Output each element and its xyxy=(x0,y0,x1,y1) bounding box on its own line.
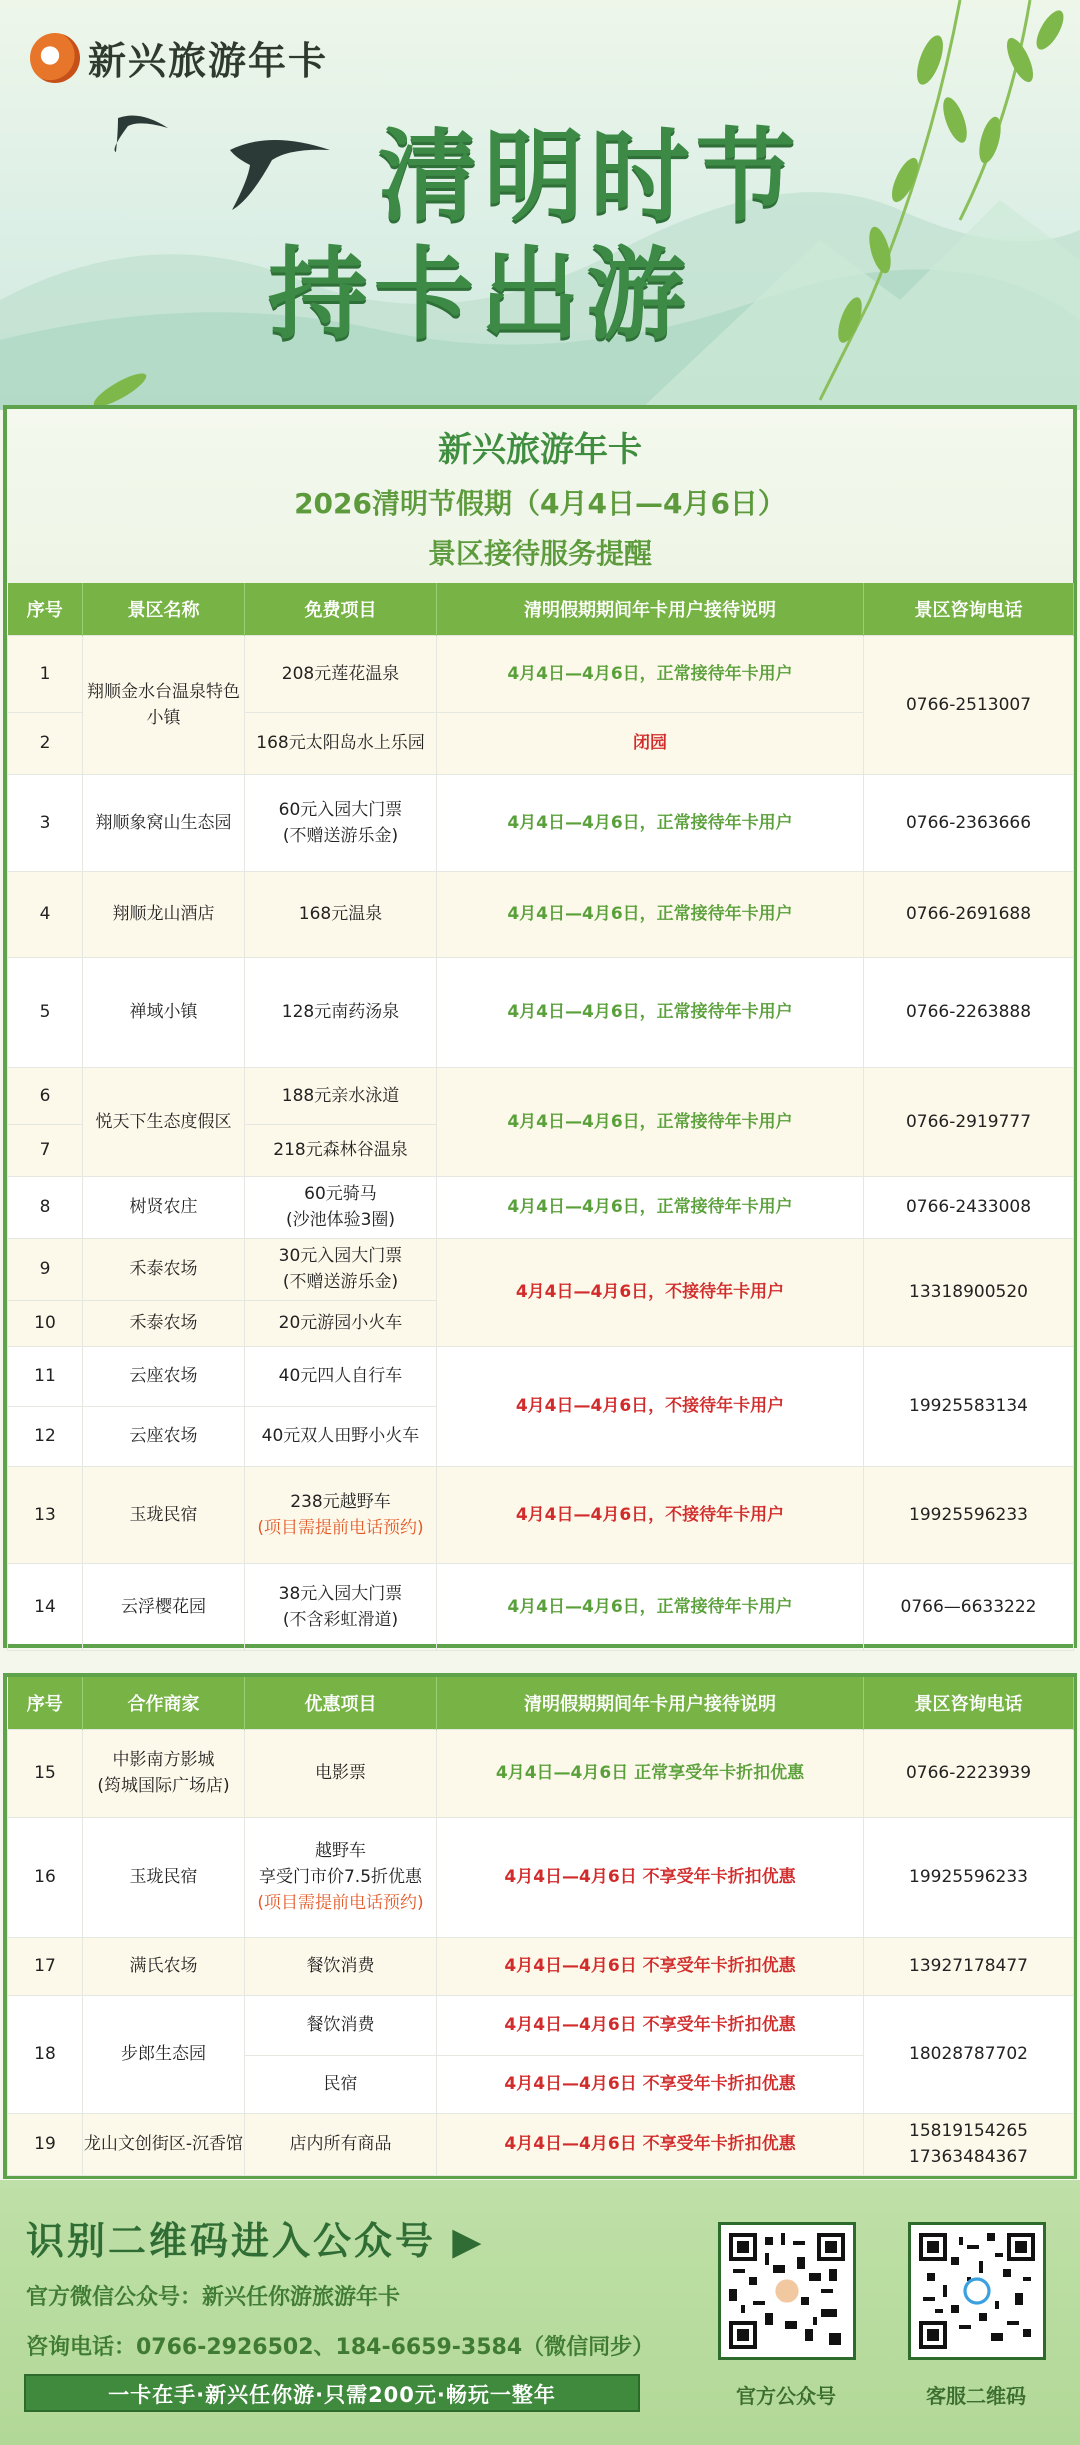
row-no: 13 xyxy=(8,1466,83,1563)
brand-logo xyxy=(30,30,328,85)
row-no: 15 xyxy=(8,1729,83,1817)
row-no: 19 xyxy=(8,2113,83,2175)
free-item xyxy=(245,1176,437,1238)
col-header-item: 免费项目 xyxy=(245,583,437,635)
brand-logo-icon xyxy=(30,33,80,83)
phone: 13318900520 xyxy=(864,1238,1074,1346)
phone: 0766-2691688 xyxy=(864,871,1074,957)
discount-item-label: 越野车 xyxy=(315,1841,366,1861)
free-item: 128元南药汤泉 xyxy=(245,957,437,1067)
spot-name: 禾泰农场 xyxy=(83,1300,245,1346)
table-row xyxy=(8,1067,1074,1124)
row-no: 11 xyxy=(8,1346,83,1406)
row-no: 9 xyxy=(8,1238,83,1300)
table-row xyxy=(8,635,1074,712)
discount-item xyxy=(245,1817,437,1937)
phone: 0766-2433008 xyxy=(864,1176,1074,1238)
col-header-phone: 景区咨询电话 xyxy=(864,583,1074,635)
discount-item: 店内所有商品 xyxy=(245,2113,437,2175)
free-item: 208元莲花温泉 xyxy=(245,635,437,712)
table-row xyxy=(8,1563,1074,1650)
row-no: 10 xyxy=(8,1300,83,1346)
free-item xyxy=(245,1466,437,1563)
spot-name: 禾泰农场 xyxy=(83,1238,245,1300)
table-row xyxy=(8,1817,1074,1937)
scenic-spots-table xyxy=(7,583,1074,1651)
service-status: 4月4日—4月6日 不享受年卡折扣优惠 xyxy=(437,1937,864,1995)
row-no: 12 xyxy=(8,1406,83,1466)
service-status: 4月4日—4月6日 不享受年卡折扣优惠 xyxy=(437,2113,864,2175)
phone: 0766-2223939 xyxy=(864,1729,1074,1817)
free-item xyxy=(245,774,437,871)
row-no: 1 xyxy=(8,635,83,712)
hero-title-line2: 持卡出游 xyxy=(268,235,692,353)
free-item-label: 30元入园大门票 xyxy=(278,1246,403,1266)
hero-banner xyxy=(0,0,1080,410)
phone: 18028787702 xyxy=(864,1995,1074,2113)
hero-title-line1: 清明时节 xyxy=(378,117,802,235)
table-row xyxy=(8,774,1074,871)
free-item-note: (不含彩虹滑道) xyxy=(282,1609,399,1630)
merchant-name: 满氏农场 xyxy=(83,1937,245,1995)
service-status: 4月4日—4月6日，正常接待年卡用户 xyxy=(437,1176,864,1238)
phone: 0766—6633222 xyxy=(864,1563,1074,1650)
notice-header xyxy=(7,409,1073,583)
table-row xyxy=(8,871,1074,957)
free-item: 188元亲水泳道 xyxy=(245,1067,437,1124)
free-item-note: (不赠送游乐金) xyxy=(282,825,399,846)
qr-code-icon xyxy=(919,2233,1035,2349)
row-no: 18 xyxy=(8,1995,83,2113)
row-no: 5 xyxy=(8,957,83,1067)
row-no: 14 xyxy=(8,1563,83,1650)
discount-item: 餐饮消费 xyxy=(245,1937,437,1995)
table-row xyxy=(8,1995,1074,2055)
free-item-note: (不赠送游乐金) xyxy=(282,1272,399,1292)
notice-period: 2026清明节假期（4月4日—4月6日） xyxy=(294,487,786,520)
merchant-name-note: (筠城国际广场店) xyxy=(97,1776,230,1796)
row-no: 17 xyxy=(8,1937,83,1995)
notice-subtitle: 景区接待服务提醒 xyxy=(427,537,652,570)
table-row xyxy=(8,2113,1074,2175)
free-item-note: (项目需提前电话预约) xyxy=(257,1517,424,1538)
col-header-no: 序号 xyxy=(8,583,83,635)
table-header-row xyxy=(8,583,1074,635)
row-no: 6 xyxy=(8,1067,83,1124)
spot-name: 云座农场 xyxy=(83,1406,245,1466)
spot-name: 悦天下生态度假区 xyxy=(83,1067,245,1176)
row-no: 4 xyxy=(8,871,83,957)
footer xyxy=(0,2180,1080,2445)
service-status: 闭园 xyxy=(437,712,864,774)
official-account-caption: 官方公众号 xyxy=(736,2384,836,2408)
spot-name: 禅域小镇 xyxy=(83,957,245,1067)
free-item-label: 60元入园大门票 xyxy=(278,799,403,820)
spot-name: 树贤农庄 xyxy=(83,1176,245,1238)
free-item: 20元游园小火车 xyxy=(245,1300,437,1346)
service-status: 4月4日—4月6日，不接待年卡用户 xyxy=(437,1466,864,1563)
spot-name: 翔顺龙山酒店 xyxy=(83,871,245,957)
free-item xyxy=(245,1238,437,1300)
free-item: 168元太阳岛水上乐园 xyxy=(245,712,437,774)
free-item-note: (沙池体验3圈) xyxy=(285,1210,396,1230)
footer-title-text: 识别二维码进入公众号 xyxy=(26,2219,437,2263)
merchant-name xyxy=(83,1729,245,1817)
free-item: 168元温泉 xyxy=(245,871,437,957)
service-status: 4月4日—4月6日，正常接待年卡用户 xyxy=(437,957,864,1067)
col-header-discount: 优惠项目 xyxy=(245,1677,437,1729)
spot-name: 云浮樱花园 xyxy=(83,1563,245,1650)
table-row xyxy=(8,1238,1074,1300)
col-header-status: 清明假期期间年卡用户接待说明 xyxy=(437,1677,864,1729)
table-row xyxy=(8,957,1074,1067)
spot-name: 玉珑民宿 xyxy=(83,1466,245,1563)
play-arrow-icon: ▶ xyxy=(452,2219,485,2263)
scenic-spots-panel xyxy=(3,405,1077,1648)
table-row xyxy=(8,1729,1074,1817)
phone: 0766-2919777 xyxy=(864,1067,1074,1176)
merchant-name: 玉珑民宿 xyxy=(83,1817,245,1937)
brand-name: 新兴旅游年卡 xyxy=(88,38,329,83)
service-status: 4月4日—4月6日 不享受年卡折扣优惠 xyxy=(437,2055,864,2113)
service-status: 4月4日—4月6日 不享受年卡折扣优惠 xyxy=(437,1817,864,1937)
free-item: 40元双人田野小火车 xyxy=(245,1406,437,1466)
service-status: 4月4日—4月6日，不接待年卡用户 xyxy=(437,1346,864,1466)
merchant-name: 龙山文创街区-沉香馆 xyxy=(83,2113,245,2175)
table-row xyxy=(8,1466,1074,1563)
merchant-name: 步郎生态园 xyxy=(83,1995,245,2113)
service-status: 4月4日—4月6日，不接待年卡用户 xyxy=(437,1238,864,1346)
spot-name: 翔顺象窝山生态园 xyxy=(83,774,245,871)
discount-item-line2: 享受门市价7.5折优惠 xyxy=(258,1867,423,1887)
service-status: 4月4日—4月6日，正常接待年卡用户 xyxy=(437,871,864,957)
phone: 13927178477 xyxy=(864,1937,1074,1995)
service-status: 4月4日—4月6日 正常享受年卡折扣优惠 xyxy=(437,1729,864,1817)
contact-phone: 咨询电话：0766-2926502、184-6659-3584（微信同步） xyxy=(26,2335,655,2360)
phone: 0766-2363666 xyxy=(864,774,1074,871)
service-status: 4月4日—4月6日 不享受年卡折扣优惠 xyxy=(437,1995,864,2055)
row-no: 2 xyxy=(8,712,83,774)
partner-merchants-panel xyxy=(3,1673,1077,2179)
phone-line1: 15819154265 xyxy=(909,2121,1028,2141)
spot-name: 翔顺金水台温泉特色小镇 xyxy=(83,635,245,774)
free-item-label: 238元越野车 xyxy=(290,1491,391,1512)
discount-item-note: (项目需提前电话预约) xyxy=(257,1893,424,1913)
row-no: 16 xyxy=(8,1817,83,1937)
discount-item: 民宿 xyxy=(245,2055,437,2113)
col-header-status: 清明假期期间年卡用户接待说明 xyxy=(437,583,864,635)
row-no: 8 xyxy=(8,1176,83,1238)
notice-title: 新兴旅游年卡 xyxy=(438,430,642,470)
free-item: 218元森林谷温泉 xyxy=(245,1124,437,1176)
service-status: 4月4日—4月6日，正常接待年卡用户 xyxy=(437,774,864,871)
discount-item: 电影票 xyxy=(245,1729,437,1817)
service-status: 4月4日—4月6日，正常接待年卡用户 xyxy=(437,1067,864,1176)
customer-service-caption: 客服二维码 xyxy=(926,2384,1026,2408)
col-header-phone: 景区咨询电话 xyxy=(864,1677,1074,1729)
phone-line2: 17363484367 xyxy=(909,2147,1028,2167)
col-header-name: 景区名称 xyxy=(83,583,245,635)
official-account-qr-code[interactable] xyxy=(718,2222,856,2360)
service-status: 4月4日—4月6日，正常接待年卡用户 xyxy=(437,635,864,712)
free-item: 40元四人自行车 xyxy=(245,1346,437,1406)
table-header-row xyxy=(8,1677,1074,1729)
free-item-label: 60元骑马 xyxy=(304,1184,377,1204)
qr-code-icon xyxy=(729,2233,845,2349)
service-status: 4月4日—4月6日，正常接待年卡用户 xyxy=(437,1563,864,1650)
phone xyxy=(864,2113,1074,2175)
phone: 19925596233 xyxy=(864,1466,1074,1563)
slogan-banner: 一卡在手·新兴任你游·只需200元·畅玩一整年 xyxy=(24,2374,640,2412)
table-row xyxy=(8,1937,1074,1995)
phone: 19925596233 xyxy=(864,1817,1074,1937)
phone: 0766-2513007 xyxy=(864,635,1074,774)
col-header-no: 序号 xyxy=(8,1677,83,1729)
col-header-merchant: 合作商家 xyxy=(83,1677,245,1729)
table-row xyxy=(8,1346,1074,1406)
partner-merchants-table xyxy=(7,1677,1074,2176)
spot-name: 云座农场 xyxy=(83,1346,245,1406)
merchant-name-label: 中影南方影城 xyxy=(112,1750,215,1770)
phone: 19925583134 xyxy=(864,1346,1074,1466)
row-no: 3 xyxy=(8,774,83,871)
free-item-label: 38元入园大门票 xyxy=(278,1583,403,1604)
phone: 0766-2263888 xyxy=(864,957,1074,1067)
row-no: 7 xyxy=(8,1124,83,1176)
discount-item: 餐饮消费 xyxy=(245,1995,437,2055)
footer-title xyxy=(26,2210,484,2265)
wechat-account: 官方微信公众号：新兴任你游旅游年卡 xyxy=(26,2285,401,2310)
customer-service-qr-code[interactable] xyxy=(908,2222,1046,2360)
free-item xyxy=(245,1563,437,1650)
table-row xyxy=(8,1176,1074,1238)
